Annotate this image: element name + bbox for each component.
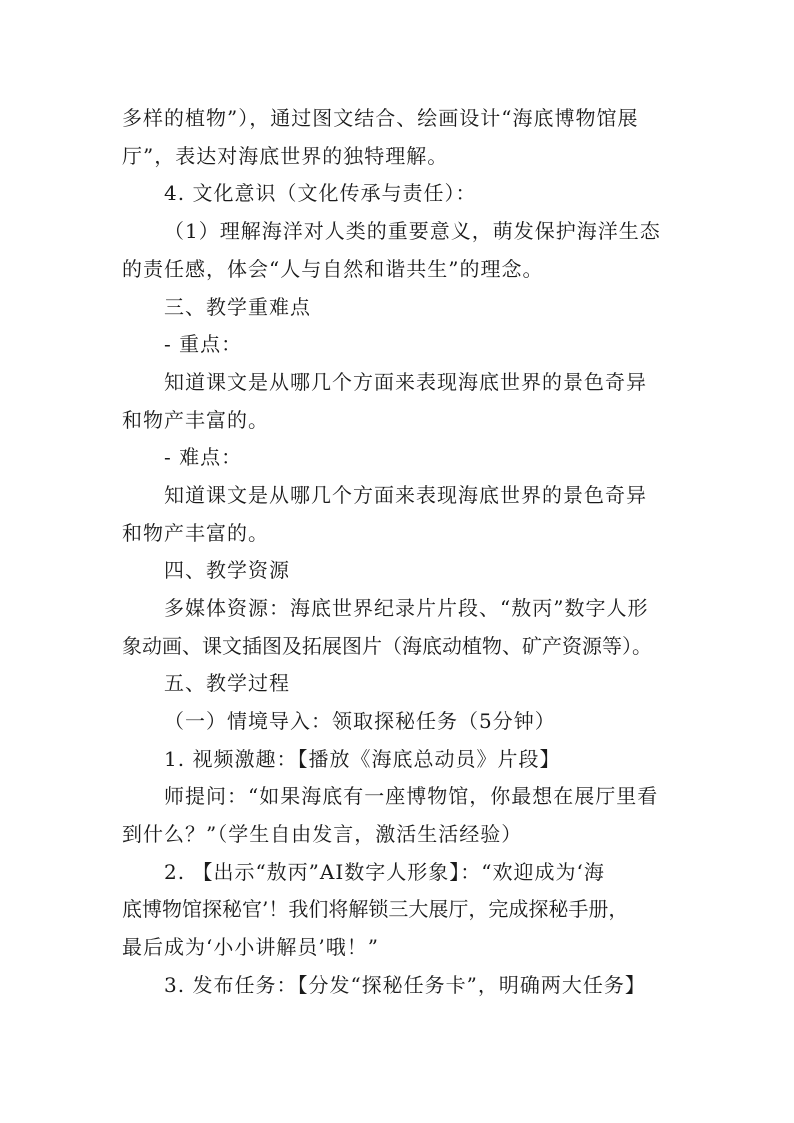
section-heading: 五、教学过程 (164, 671, 290, 695)
text-line: 象动画、课文插图及拓展图片（海底动植物、矿产资源等）。 (122, 634, 652, 658)
text-line: 1. 视频激趣：【播放《海底总动员》片段】 (164, 747, 561, 771)
text-line: 3. 发布任务：【分发“探秘任务卡”，明确两大任务】 (164, 973, 646, 997)
text-line: 到什么？”（学生自由发言，激活生活经验） (122, 822, 523, 846)
sub-heading: - 重点： (164, 332, 243, 356)
text-line: 知道课文是从哪几个方面来表现海底世界的景色奇异 (164, 370, 647, 394)
text-line: 底博物馆探秘官’！我们将解锁三大展厅，完成探秘手册， (122, 897, 629, 921)
text-line: 知道课文是从哪几个方面来表现海底世界的景色奇异 (164, 483, 647, 507)
text-line: 2. 【出示“敖丙”AI数字人形象】：“欢迎成为‘海 (164, 860, 605, 884)
section-item: 4. 文化意识（文化传承与责任）： (164, 181, 477, 205)
text-line: 师提问：“如果海底有一座博物馆，你最想在展厅里看 (164, 784, 659, 808)
text-line: 的责任感，体会“人与自然和谐共生”的理念。 (122, 257, 544, 281)
text-line: 厅”，表达对海底世界的独特理解。 (122, 144, 449, 168)
section-heading: 三、教学重难点 (164, 295, 311, 319)
text-line: 最后成为‘小小讲解员’哦！” (122, 935, 379, 959)
text-line: 和物产丰富的。 (122, 521, 269, 545)
section-heading: 四、教学资源 (164, 558, 290, 582)
text-line: 多样的植物”），通过图文结合、绘画设计“海底博物馆展 (122, 106, 639, 130)
sub-heading: （一）情境导入：领取探秘任务（5分钟） (164, 709, 556, 733)
text-line: 和物产丰富的。 (122, 408, 269, 432)
text-line: （1）理解海洋对人类的重要意义，萌发保护海洋生态 (164, 219, 661, 243)
text-line: 多媒体资源：海底世界纪录片片段、“敖丙”数字人形 (164, 596, 649, 620)
sub-heading: - 难点： (164, 445, 243, 469)
